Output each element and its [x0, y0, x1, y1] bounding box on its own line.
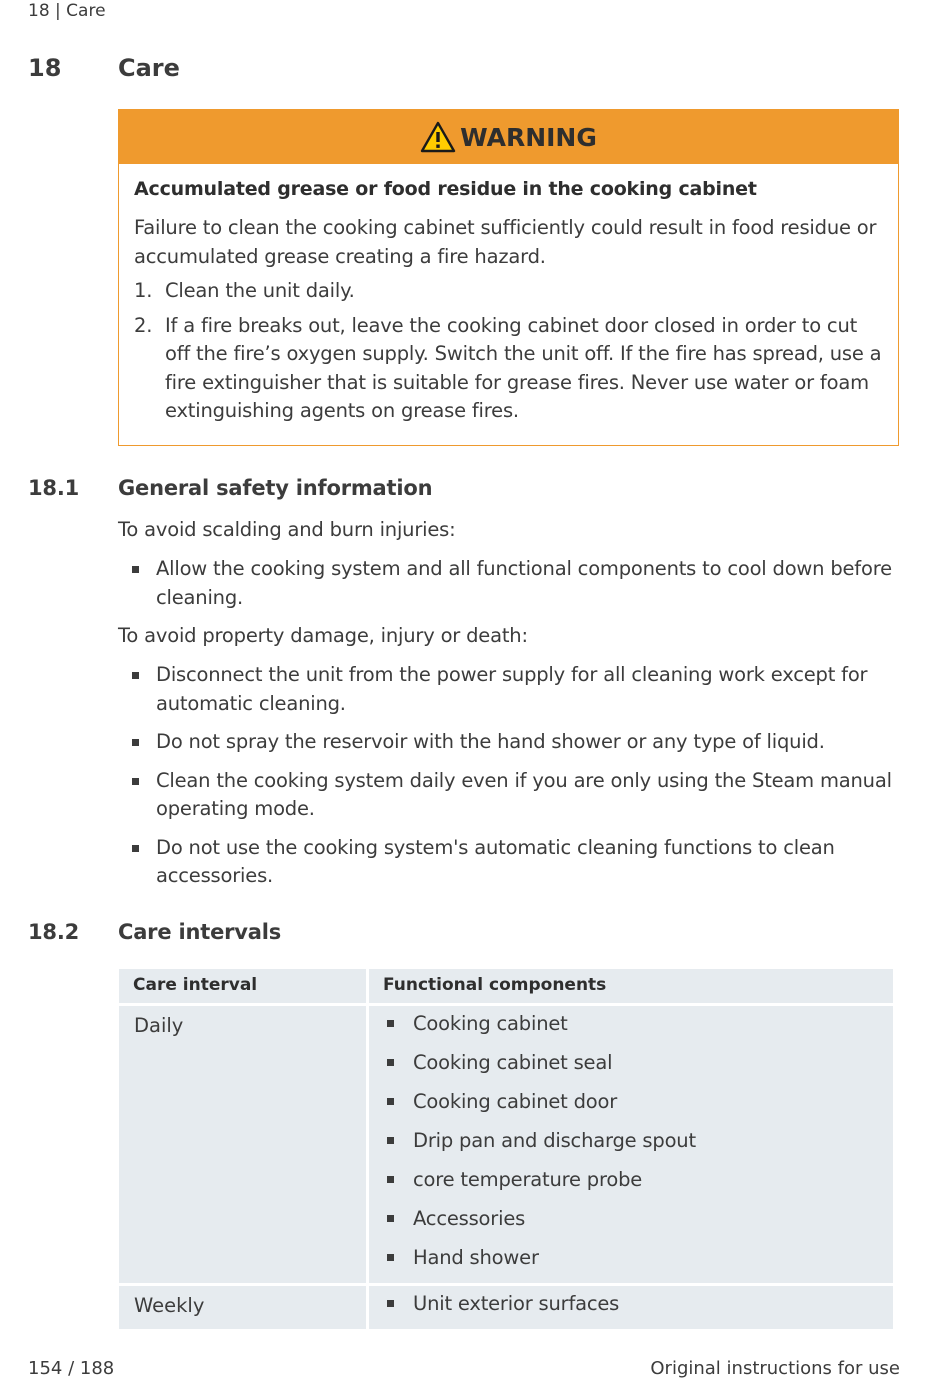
component-text: Drip pan and discharge spout — [413, 1129, 696, 1152]
bullet-square-icon — [132, 778, 139, 785]
list-item — [369, 1290, 893, 1329]
warning-step — [134, 312, 882, 426]
bullet-square-icon — [132, 845, 139, 852]
section-title: General safety information — [118, 476, 433, 500]
list-item — [118, 555, 908, 612]
bullet-square-icon — [132, 566, 139, 573]
components-cell — [369, 1006, 893, 1283]
list-item-text: Clean the cooking system daily even if you are only using the Steam manual operating mode. — [156, 768, 892, 820]
components-cell — [369, 1286, 893, 1329]
list-item — [369, 1088, 893, 1127]
list-item — [118, 834, 908, 891]
table-header-row — [119, 969, 893, 1003]
chapter-title: Care — [118, 54, 180, 82]
bullet-list-scalding — [118, 555, 908, 622]
section-heading-18-1 — [28, 476, 432, 500]
component-text: Cooking cabinet seal — [413, 1051, 613, 1074]
warning-steps — [134, 277, 882, 426]
list-item — [369, 1049, 893, 1088]
step-number: 1. — [134, 279, 153, 302]
section-heading-18-2 — [28, 920, 281, 944]
warning-step — [134, 277, 882, 306]
bullet-square-icon — [387, 1020, 394, 1027]
table-row — [119, 1286, 893, 1329]
component-text: Unit exterior surfaces — [413, 1292, 620, 1315]
list-item-text: Disconnect the unit from the power supply for all cleaning work except for automatic cleaning. — [156, 663, 868, 715]
bullet-square-icon — [387, 1300, 394, 1307]
list-item — [369, 1205, 893, 1244]
bullet-square-icon — [132, 672, 139, 679]
chapter-heading — [28, 54, 180, 82]
step-number: 2. — [134, 313, 153, 337]
table-header-cell: Care interval — [119, 969, 366, 1003]
list-item — [118, 728, 908, 757]
bullet-square-icon — [387, 1176, 394, 1183]
list-item — [369, 1166, 893, 1205]
table-header-cell: Functional components — [369, 969, 893, 1003]
bullet-square-icon — [132, 739, 139, 746]
warning-label: WARNING — [460, 122, 597, 152]
component-text: Accessories — [413, 1207, 526, 1230]
list-item — [369, 1010, 893, 1049]
bullet-square-icon — [387, 1059, 394, 1066]
list-item-text: Do not use the cooking system's automatic cleaning functions to clean accessories. — [156, 835, 835, 887]
list-item — [369, 1244, 893, 1283]
chapter-number: 18 — [28, 54, 62, 82]
component-text: Hand shower — [413, 1246, 539, 1269]
bullet-square-icon — [387, 1098, 394, 1105]
warning-text: Failure to clean the cooking cabinet sufficiently could result in food residue or accumulated grease creating a fire hazard. — [134, 216, 877, 268]
interval-cell: Weekly — [119, 1286, 366, 1329]
section-number: 18.2 — [28, 920, 80, 944]
section-number: 18.1 — [28, 476, 80, 500]
interval-cell: Daily — [119, 1006, 366, 1283]
page-number: 154 / 188 — [28, 1358, 115, 1379]
list-item — [118, 767, 908, 824]
intro-property-damage: To avoid property damage, injury or death: — [118, 624, 528, 647]
warning-title: Accumulated grease or food residue in the cooking cabinet — [134, 178, 757, 200]
warning-header — [119, 110, 898, 164]
list-item — [369, 1127, 893, 1166]
table-row — [119, 1006, 893, 1283]
step-text: Clean the unit daily. — [165, 279, 355, 302]
bullet-square-icon — [387, 1137, 394, 1144]
bullet-list-property — [118, 661, 908, 901]
component-text: Cooking cabinet — [413, 1012, 568, 1035]
warning-triangle-icon — [420, 121, 456, 153]
bullet-square-icon — [387, 1215, 394, 1222]
list-item-text: Do not spray the reservoir with the hand shower or any type of liquid. — [156, 730, 825, 753]
section-title: Care intervals — [118, 920, 282, 944]
intro-scalding: To avoid scalding and burn injuries: — [118, 518, 456, 541]
component-text: Cooking cabinet door — [413, 1090, 618, 1113]
footer-doc-title: Original instructions for use — [650, 1358, 900, 1379]
running-header: 18 | Care — [28, 1, 106, 21]
care-intervals-table — [116, 966, 896, 1332]
list-item-text: Allow the cooking system and all functional components to cool down before cleaning. — [156, 557, 892, 609]
step-text: If a fire breaks out, leave the cooking cabinet door closed in order to cut off the fire’s oxygen supply. Switch the unit off. If the fire has spread, use a fire extinguisher that is suitable for grease fires. Never use water or foam extinguishing agents on grease fires. — [165, 313, 882, 422]
warning-box — [118, 109, 899, 446]
list-item — [118, 661, 908, 718]
component-text: core temperature probe — [413, 1168, 643, 1191]
bullet-square-icon — [387, 1254, 394, 1261]
